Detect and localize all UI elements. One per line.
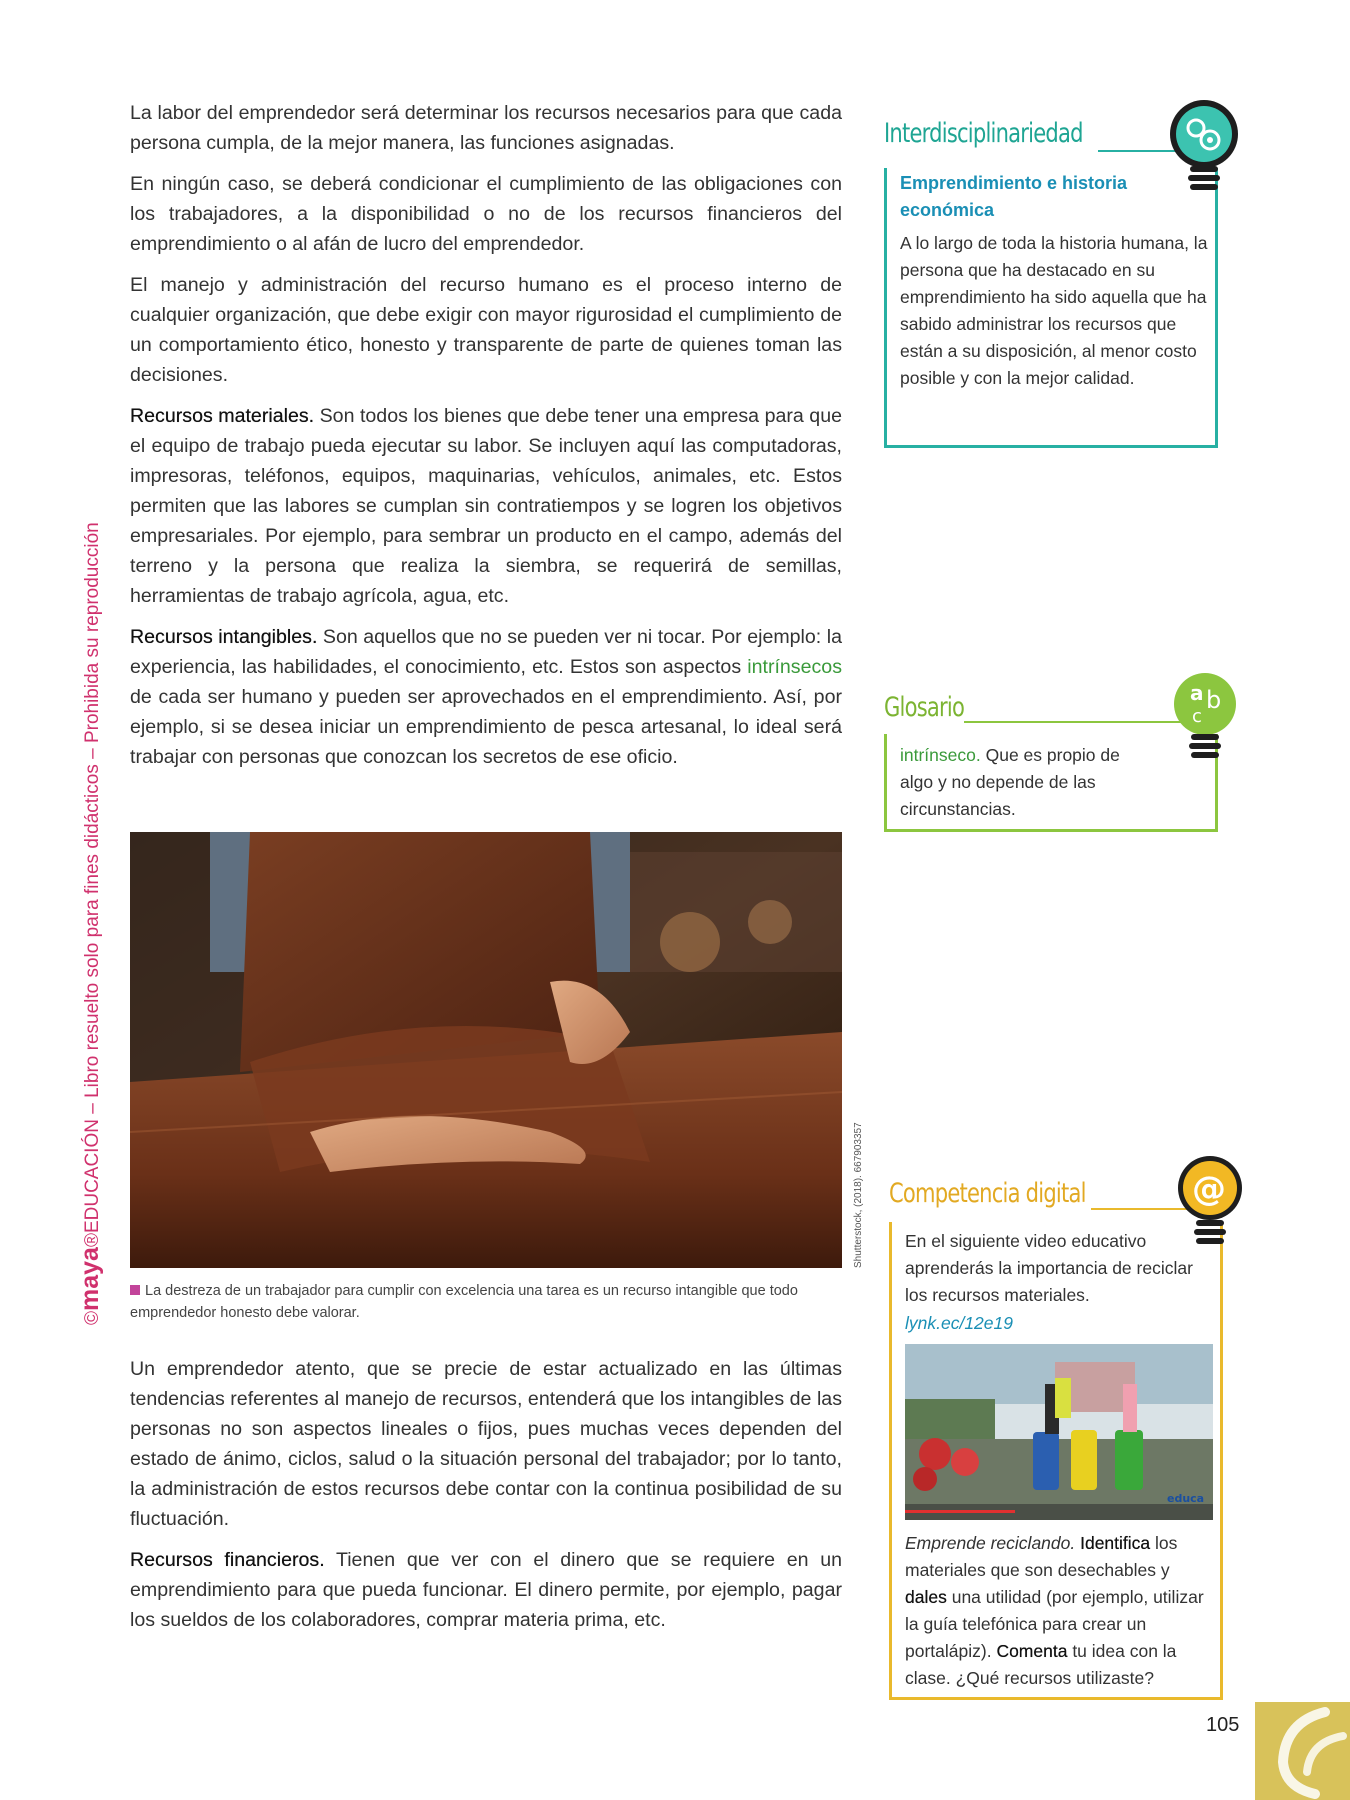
lightbulb-gears-icon (1166, 98, 1242, 202)
paragraph-intangibles-text-a: Son aquellos que no se pueden ver ni tocar. Por ejemplo: la experiencia, las habilidades, el conocimiento, etc. Estos son aspectos (130, 626, 843, 678)
paragraph-emprendedor-atento: Un emprendedor atento, que se precie de estar actualizado en las últimas tendencias referentes al manejo de recursos, entenderá que los intangibles de las personas no son aspectos lineales o fijos, pues muchas veces dependen del estado de ánimo, ciclos, salud o la situación personal del trabajador; por lo tanto, la administración de estos recursos debe contar con la continua posibilidad de su fluctuación. (130, 1358, 842, 1530)
paragraph-2: En ningún caso, se deberá condicionar el cumplimiento de las obligaciones con los trabajadores, a la disponibilidad o no de los recursos financieros del emprendimiento o al afán de lucro del emprendedor. (130, 173, 842, 255)
interdisciplinariedad-text: A lo largo de toda la historia humana, la persona que ha destacado en su emprendimiento ha sido aquella que ha sabido administrar los recursos que están a su disposición, al menor costo posible y con la mejor calidad. (900, 233, 1208, 388)
caption-text: La destreza de un trabajador para cumplir con excelencia una tarea es un recurso intangible que todo emprendedor honesto debe valorar. (130, 1283, 798, 1321)
video-thumbnail[interactable] (905, 1344, 1213, 1520)
competencia-digital-box (889, 1169, 1226, 1688)
paragraph-1: La labor del emprendedor será determinar los recursos necesarios para que cada persona cumpla, de la mejor manera, las funciones asignadas. (130, 102, 842, 154)
competencia-title: Competencia digital (889, 1178, 1086, 1209)
main-text-column (130, 98, 842, 783)
corner-swirl-graphic (1255, 1702, 1350, 1800)
competencia-activity (905, 1530, 1215, 1692)
bulb-letter-a: a (1190, 681, 1204, 705)
page-number: 105 (1206, 1714, 1240, 1736)
video-frame-illustration (905, 1344, 1213, 1520)
interdisciplinariedad-subtitle: Emprendimiento e historia económica (900, 173, 1128, 220)
activity-verb-dales: dales (905, 1587, 947, 1607)
interdisciplinariedad-title: Interdisciplinariedad (884, 118, 1083, 149)
glosario-title: Glosario (884, 692, 965, 723)
photo-illustration (130, 832, 842, 1268)
side-copyright-credit (72, 485, 108, 1325)
paragraph-intangibles-text-b: de cada ser humano y pueden ser aprovechados en el emprendimiento. Así, por ejemplo, si se desea iniciar un emprendimiento de pesca artesanal, lo ideal será trabajar con personas que conozcan los secretos de ese oficio. (130, 686, 842, 768)
glossary-link-intrinsecos[interactable]: intrínsecos (747, 656, 842, 678)
glosario-box (884, 681, 1222, 819)
paragraph-financieros (130, 1545, 842, 1635)
activity-text-2: los materiales que son desechables y (905, 1533, 1178, 1580)
registered-symbol: ® (82, 1233, 103, 1248)
paragraph-materiales (130, 401, 842, 611)
corner-decoration (1255, 1702, 1350, 1800)
copyright-symbol: © (82, 1311, 103, 1325)
video-link[interactable]: lynk.ec/12e19 (905, 1313, 1013, 1333)
activity-title: Emprende reciclando. (905, 1533, 1076, 1553)
term-financieros: Recursos financieros. (130, 1549, 325, 1571)
glosario-term: intrínseco. (900, 745, 981, 765)
paragraph-3: El manejo y administración del recurso humano es el proceso interno de cualquier organización, que debe exigir con mayor rigurosidad el cumplimiento de un comportamiento ético, honesto y transparente de parte de quienes toman las decisiones. (130, 274, 842, 386)
photo-credit: Shutterstock, (2018). 667903357 (853, 1122, 864, 1268)
term-materiales: Recursos materiales. (130, 405, 315, 427)
at-symbol: @ (1192, 1169, 1226, 1209)
paragraph-materiales-text: Son todos los bienes que debe tener una empresa para que el equipo de trabajo pueda ejecutar su labor. Se incluyen aquí las computadoras, impresoras, teléfonos, equipos, maquinarias, vehículos, animales, etc. Estos permiten que las labores se cumplan sin contratiempos y se logren los objetivos empresariales. Por ejemplo, para sembrar un producto en el campo, además del terreno y la persona que realiza la siembra, se requerirá de semillas, herramientas de trabajo agrícola, agua, etc. (130, 405, 842, 607)
glosario-definition-text: Que es propio de algo y no depende de las circunstancias. (900, 745, 1120, 819)
glosario-definition (900, 742, 1140, 823)
interdisciplinariedad-box (884, 118, 1220, 388)
competencia-intro: En el siguiente video educativo aprenderás la importancia de reciclar los recursos materiales. (905, 1231, 1193, 1305)
bulb-letter-b: b (1206, 686, 1222, 714)
brand-name: maya (76, 1247, 104, 1311)
main-text-lower (130, 1354, 842, 1646)
activity-verb-comenta: Comenta (996, 1641, 1068, 1661)
caption-bullet (130, 1285, 140, 1295)
term-intangibles: Recursos intangibles. (130, 626, 318, 648)
activity-text-3: una utilidad (por ejemplo, utilizar la guía telefónica para crear un portalápiz). (905, 1587, 1204, 1661)
lightbulb-abc-icon (1170, 670, 1240, 770)
paragraph-intangibles (130, 622, 842, 772)
paragraph-financieros-text: Tienen que ver con el dinero que se requiere en un emprendimiento para que pueda funcionar. El dinero permite, por ejemplo, pagar los sueldos de los colaboradores, comprar materia prima, etc. (130, 1549, 842, 1631)
video-logo: educa (1167, 1492, 1205, 1505)
credit-text: EDUCACIÓN – Libro resuelto solo para fines didácticos – Prohibida su reproducción (82, 522, 103, 1234)
activity-text-4: tu idea con la clase. ¿Qué recursos utilizaste? (905, 1641, 1177, 1688)
activity-verb-identifica: Identifica (1080, 1533, 1151, 1553)
leather-worker-photo (130, 832, 842, 1268)
photo-caption (130, 1280, 842, 1324)
bulb-letter-c: c (1192, 706, 1202, 727)
lightbulb-at-icon (1175, 1154, 1245, 1254)
